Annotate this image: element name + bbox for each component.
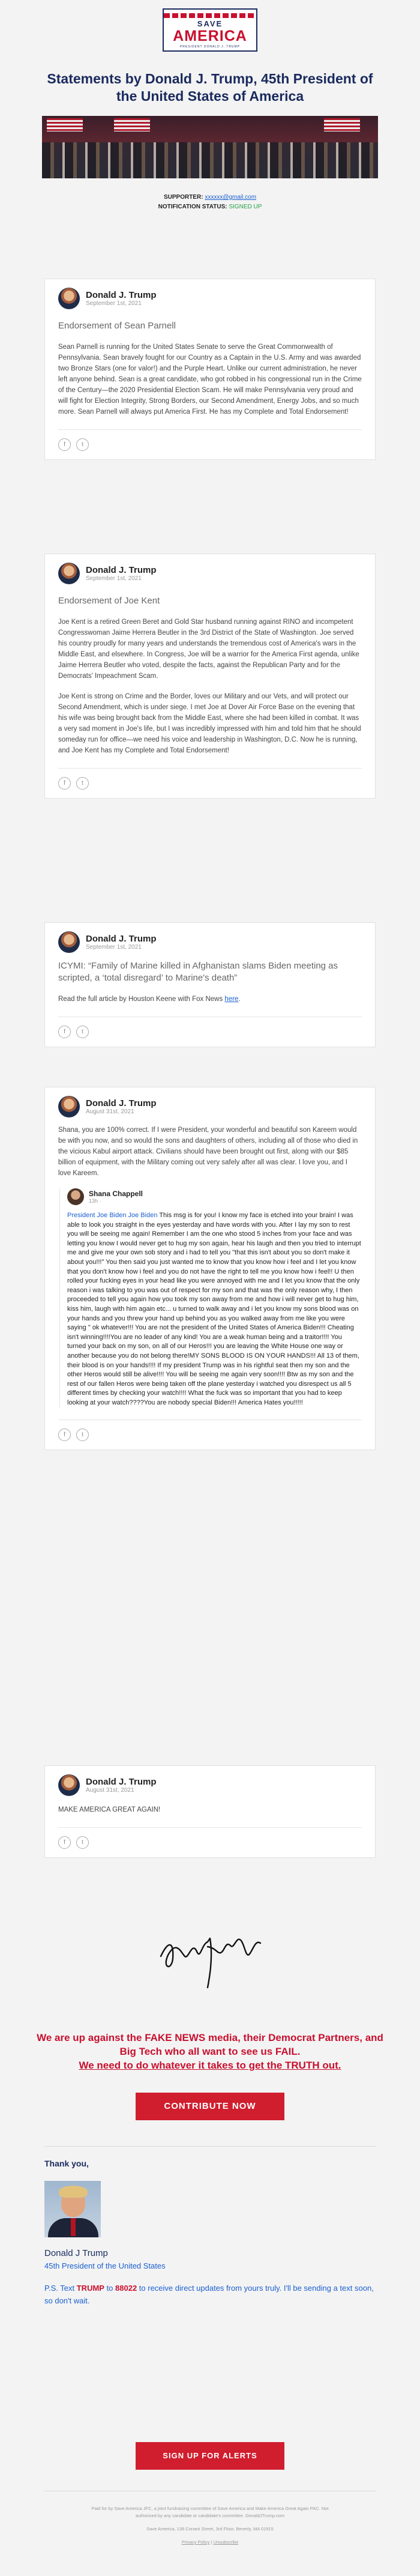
statement-subject: ICYMI: “Family of Marine killed in Afghanistan slams Biden meeting as scripted, a ‘total disregard’ to Marine's death” bbox=[58, 961, 338, 983]
closing-name: Donald J Trump bbox=[44, 2248, 108, 2258]
twitter-icon[interactable]: t bbox=[76, 777, 89, 790]
statement-body: Shana, you are 100% correct. If I were President, your wonderful and beautiful son Kareem would be with you now, and so would the sons and daughters of others, including all of those who died in the vicious Kabul airport attack. Civilians should have been brought out first, along with our $85 billion of equipment, with the Military coming out very safely after all was clear. I love you, and I love Kareem. bbox=[58, 1126, 358, 1177]
statement-body bbox=[58, 994, 362, 1005]
body-prefix: Read the full article by Houston Keene with Fox News bbox=[58, 996, 225, 1003]
embedded-author-block bbox=[84, 1190, 143, 1204]
ps-keyword: TRUMP bbox=[76, 2284, 104, 2293]
statement-card bbox=[44, 279, 376, 460]
cta-message bbox=[36, 2031, 384, 2072]
logo-save: SAVE bbox=[197, 19, 223, 28]
author-block bbox=[86, 934, 157, 951]
social-links bbox=[58, 1026, 362, 1038]
flag-graphic bbox=[324, 118, 360, 132]
unsubscribe-link[interactable]: Unsubscribe bbox=[213, 2539, 239, 2545]
avatar bbox=[58, 1774, 80, 1796]
signature-graphic bbox=[150, 1917, 270, 1995]
statement-body: Joe Kent is strong on Crime and the Border, loves our Military and our Vets, and will protect our Second Amendment, which is under siege. I met Joe at Dover Air Force Base on the evening that his wife was being brought back from the Middle East, where she had been killed in combat. It was a very sad moment in Joe's life, but I was incredibly impressed with him and told him that he should someday run for office—we need his voice and leadership in Washington, D.C. Now he is running, and Joe Kent has my Complete and Total Endorsement! bbox=[58, 693, 361, 754]
divider bbox=[58, 768, 362, 769]
author-block bbox=[86, 1777, 157, 1794]
signature-stroke bbox=[161, 1938, 260, 1988]
avatar bbox=[58, 288, 80, 309]
statement-body: MAKE AMERICA GREAT AGAIN! bbox=[58, 1806, 161, 1813]
twitter-icon[interactable]: t bbox=[76, 1836, 89, 1849]
statement-date: September 1st, 2021 bbox=[86, 575, 142, 582]
crowd-graphic bbox=[42, 142, 378, 178]
statement-date: September 1st, 2021 bbox=[86, 300, 142, 307]
cta-line-1: We are up against the FAKE NEWS media, their Democrat Partners, and Big Tech who all want to see us FAIL. bbox=[37, 2032, 383, 2057]
statement-header bbox=[58, 563, 362, 584]
privacy-policy-link[interactable]: Privacy Policy bbox=[181, 2539, 210, 2545]
flag-graphic bbox=[114, 118, 150, 132]
photo-tie bbox=[71, 2218, 76, 2236]
statement-body: Sean Parnell is running for the United States Senate to serve the Great Commonwealth of Pennsylvania. Sean bravely fought for our Country as a Captain in the U.S. Army and was awarded two Bronze Stars (one for valor!) and the Purple Heart. Unlike our current administration, he never left anyone behind. Sean is a great candidate, who got robbed in his congressional run in the Crime of the Century—the 2020 Presidential Election Scam. He will make Pennsylvania very proud and will fight for Election Integrity, Strong Borders, our Second Amendment, Energy Jobs, and so much more. Sean Parnell will always put America First. He has my Complete and Total Endorsement! bbox=[58, 343, 362, 416]
divider bbox=[58, 429, 362, 430]
twitter-icon[interactable]: t bbox=[76, 1026, 89, 1038]
twitter-icon[interactable]: t bbox=[76, 438, 89, 451]
supporter-label: SUPPORTER: bbox=[163, 194, 203, 201]
footer-paid-for: Paid for by Save America JFC, a joint fundraising committee of Save America and Make America Great Again PAC. Not authorized by any candidate or candidate's committee. DonaldJTrump.com bbox=[91, 2506, 329, 2518]
divider bbox=[58, 1827, 362, 1828]
logo-wrap bbox=[0, 0, 420, 55]
social-links bbox=[58, 777, 362, 790]
avatar bbox=[58, 931, 80, 953]
mention-link[interactable]: President Joe Biden Joe Biden bbox=[67, 1212, 158, 1219]
author-name: Donald J. Trump bbox=[86, 290, 157, 300]
social-links bbox=[58, 1429, 362, 1441]
facebook-icon[interactable]: f bbox=[58, 1836, 71, 1849]
avatar bbox=[58, 1096, 80, 1117]
statement-date: August 31st, 2021 bbox=[86, 1108, 134, 1115]
logo-tagline: PRESIDENT DONALD J. TRUMP bbox=[179, 45, 241, 49]
footer-address: Save America, 138 Conant Street, 3rd Floor, Beverly, MA 01915 bbox=[146, 2526, 274, 2532]
flag-graphic bbox=[47, 118, 83, 132]
ps-suffix: to receive direct updates from yours truly. I'll be sending a text soon, so don't wait. bbox=[44, 2284, 374, 2305]
social-links bbox=[58, 438, 362, 451]
article-link[interactable]: here bbox=[224, 996, 239, 1003]
statement-header bbox=[58, 931, 362, 953]
statement-card bbox=[44, 1087, 376, 1450]
facebook-icon[interactable]: f bbox=[58, 438, 71, 451]
author-name: Donald J. Trump bbox=[86, 934, 157, 944]
status-value: SIGNED UP bbox=[229, 204, 262, 210]
footer bbox=[84, 2505, 336, 2546]
statement-body: Joe Kent is a retired Green Beret and Gold Star husband running against RINO and incompetent Congresswoman Jaime Herrera Beutler in the 3rd District of the State of Washington. Joe served his country proudly for many years and understands the tremendous cost of America's wars in the Middle East, and elsewhere. In Congress, Joe will be a warrior for the America First agenda, unlike Jaime Herrera Beutler who voted, despite the facts, against the Republican Party and for the Democrats' Impeachment Scam. bbox=[58, 618, 359, 680]
ps-to: to bbox=[104, 2284, 116, 2293]
statement-card bbox=[44, 1765, 376, 1858]
twitter-icon[interactable]: t bbox=[76, 1429, 89, 1441]
author-block bbox=[86, 1098, 157, 1115]
logo-stripe bbox=[164, 13, 256, 18]
embedded-author-name: Shana Chappell bbox=[89, 1190, 143, 1198]
sign-up-alerts-button[interactable]: SIGN UP FOR ALERTS bbox=[136, 2442, 284, 2470]
avatar bbox=[67, 1188, 84, 1205]
author-name: Donald J. Trump bbox=[86, 1098, 157, 1108]
facebook-icon[interactable]: f bbox=[58, 777, 71, 790]
body-suffix: . bbox=[238, 996, 241, 1003]
social-links bbox=[58, 1836, 362, 1849]
closing-title: 45th President of the United States bbox=[44, 2261, 166, 2270]
statement-header bbox=[58, 1096, 362, 1117]
embedded-post-header bbox=[67, 1188, 362, 1205]
embedded-post bbox=[59, 1188, 362, 1407]
author-block bbox=[86, 565, 157, 582]
author-block bbox=[86, 290, 157, 307]
trump-photo bbox=[44, 2181, 101, 2237]
facebook-icon[interactable]: f bbox=[58, 1026, 71, 1038]
ps-shortcode: 88022 bbox=[115, 2284, 137, 2293]
avatar bbox=[58, 563, 80, 584]
author-name: Donald J. Trump bbox=[86, 565, 157, 575]
thanks-text: Thank you, bbox=[44, 2159, 89, 2168]
statement-date: September 1st, 2021 bbox=[86, 944, 142, 951]
statement-header bbox=[58, 1774, 362, 1796]
statement-subject: Endorsement of Joe Kent bbox=[58, 596, 160, 606]
statement-subject: Endorsement of Sean Parnell bbox=[58, 321, 176, 331]
hero-image bbox=[42, 116, 378, 178]
statement-card bbox=[44, 922, 376, 1047]
facebook-icon[interactable]: f bbox=[58, 1429, 71, 1441]
cta-line-2: We need to do whatever it takes to get the TRUTH out. bbox=[79, 2060, 341, 2071]
statement-header bbox=[58, 288, 362, 309]
embedded-post-time: 13h · bbox=[89, 1198, 101, 1204]
footer-links: Privacy Policy | Unsubscribe bbox=[181, 2539, 239, 2545]
photo-hair bbox=[59, 2186, 88, 2198]
author-name: Donald J. Trump bbox=[86, 1777, 157, 1787]
logo-america: AMERICA bbox=[173, 28, 247, 44]
subscriber-meta bbox=[0, 193, 420, 212]
ps-text bbox=[44, 2282, 380, 2307]
embedded-post-body: This msg is for you! I know my face is etched into your brain! I was able to look you straight in the eyes yesterday and have words with you. After I lay my son to rest you will be seeing me again! Remember I am the one who stood 5 inches from your face and was letting you know I would never get to hug my son again, hear his laugh and then you tried to interrupt me and give me your own sob story and i had to tell you "that this isn't about you so don't make it about you!!!" You then said you just wanted me to know that you know how i feel and I let you know that you don't know how i feel and you do not have the right to tell me you know how i feel!! U then rolled your fucking eyes in your head like you were annoyed with me and I let you know that the only reason i was talking to you was out of respect for my son and that was the only reason why, I then proceeded to tell you again how you took my son away from me and how i will never get to hug him, kiss him, laugh with him again etc... u turned to walk away and i let you know my sons blood was on your hands and you threw your hand up behind you as you walked away from me like you were saying " ok whatever!!! You are not the president of the United States of America Biden!!! Cheating isn't winning!!!!You are no leader of any kind! You are a weak human being and a traitor!!!! You turned your back on my son, on all of our Heros!!! you are leaving the White House one way or another because you do not belong there!MY SONS BLOOD IS ON YOUR HANDS!!! All 13 of them, their blood is on your hands!!!! If my president Trump was in his rightful seat then my son and the other Heros would still be alive!!!! You will be seeing me again very soon!!!! Btw as my son and the rest of our fallen Heros were being taken off the plane yesterday i watched you disrespect us all 5 different times by checking your watch!!!! What the fuck was so important that you had to keep looking at your watch????You are nobody special Biden!!! America Hates you!!!!! bbox=[67, 1212, 361, 1406]
embedded-post-text bbox=[67, 1211, 362, 1407]
divider bbox=[44, 2146, 376, 2147]
page-title: Statements by Donald J. Trump, 45th President of the United States of America bbox=[47, 71, 373, 104]
statement-date: August 31st, 2021 bbox=[86, 1787, 134, 1794]
contribute-button[interactable]: CONTRIBUTE NOW bbox=[136, 2093, 284, 2120]
statement-card bbox=[44, 554, 376, 799]
status-label: NOTIFICATION STATUS: bbox=[158, 204, 227, 210]
supporter-email[interactable]: xxxxxx@gmail.com bbox=[205, 194, 257, 201]
save-america-logo[interactable] bbox=[163, 8, 257, 52]
ps-prefix: P.S. Text bbox=[44, 2284, 77, 2293]
